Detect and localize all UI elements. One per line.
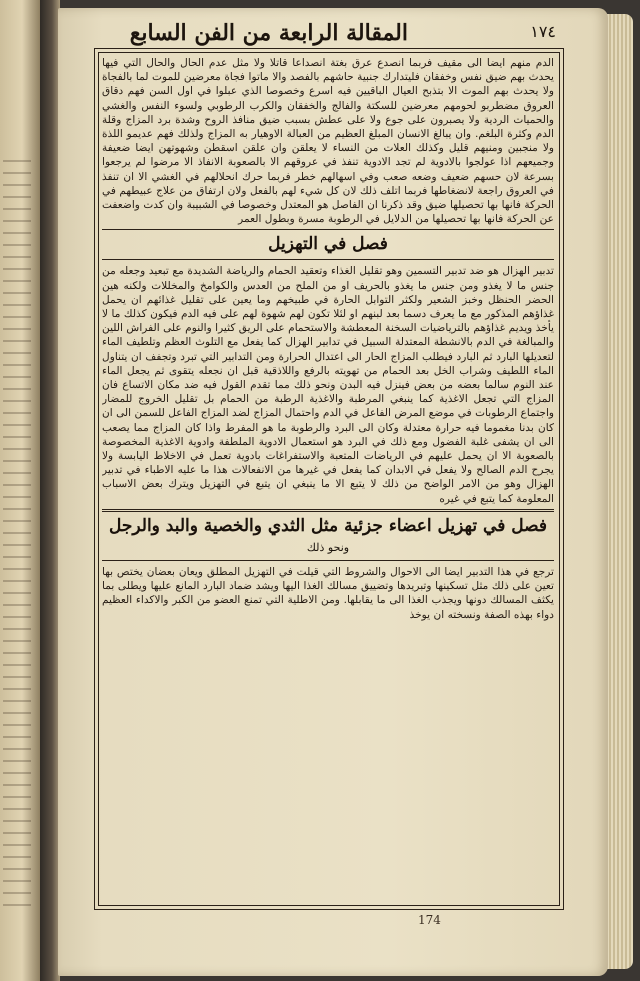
left-page-text-fragment	[3, 150, 31, 910]
manuscript-page	[58, 8, 608, 976]
section-divider	[102, 259, 554, 260]
page-number-latin: 174	[418, 913, 441, 927]
section-divider	[102, 560, 554, 561]
section-subheading: ونحو ذلك	[306, 540, 350, 554]
section-heading-partial-emaciation: فصل في تهزيل اعضاء جزئية مثل الثدي والخصية والبد والرجل	[109, 515, 547, 536]
left-page-edge	[0, 0, 40, 981]
paragraph-opening: الدم منهم ايضا الى مقيف فربما انصدع عرق بغتة انصداعا قاتلا ولا مثل عدم الحال والحال التي فيها يحدث بهم ضيق نفس وخفقان فليتدارك جنبية حاشهم بالفصد والا ماتوا فجاة معرضين للموت لما بالفجاة ولا يحدث بهم الموت الا بتذبح العيال الباقيين فيه اسرع وخصوصا الذي عبلوا في اول السن فهم دقاق العروق مضطربو لحومهم معرضين للسكتة والفالج والخفقان والكرب الرطوبي ولسوء النفس والغشي والحميات الردية ولا يصبرون على جوع ولا على عطش بسبب ضيق منافذ الروح وشدة برد المزاج وقلة الدم وكثرة البلغم. وان يبالغ الانسان المبلغ العظيم من العبالة الاوهيار به المزاج ولذلك فهم عديمو اللذة ولا منجبين ومنيهم قليل وكذلك العلات من النساء لا يعلقن وان علقن اسقطن وشهوتهن ايضا ضعيفة وجميعهم اذا عولجوا بالادوية لم تجد الادوية تنفذ في عروقهم الا بالصعوبة الانفاذ الا مرضوا لم يرجعوا بسرعة لان حسهم ضعيف وضعه صعب وفي اسهالهم خطر فربما حرك انحلالهم في الغشي الا ان تنفذ في العروق راجعة لانضغاطها فربما اتلف ذلك لان كل شيء لهم بالفعل ولان ارتفاق من علاج عبيطهم في الحركة فانها بها تحصيلها ضيق وقد ذكرنا ان الفاصل هو المعتدل وخصوصا في الشبيبة وان كدت واضعفت عن الحركة فانها بها تحصيلها من الدلايل في الرطوبة مسرة وبطول العمر	[102, 57, 554, 226]
page-fore-edge	[605, 14, 633, 969]
section-divider-double	[102, 509, 554, 512]
page-header	[98, 16, 558, 48]
page-number-arabic: ١٧٤	[530, 22, 556, 41]
text-block	[102, 56, 554, 902]
running-head: المقالة الرابعة من الفن السابع	[129, 20, 408, 46]
paragraph-emaciation: تدبير الهزال هو ضد تدبير التسمين وهو تقليل الغذاء وتعقيد الحمام والرياضة الشديدة مع تبعيد وجعله من جنس ما لا يغذو ومن جنس ما يغذو بالحريف او من الملح من العدس والكوامخ والمخللات ولكنه هين الحضر الحنظل وخبز الشعير ولكثر التوابل الحارة في طبيخهم وما يعين على تقليل غذائهم ان يحمل غذاؤهم المذكور مع ما يعرف دسما بعد لبنهم او لئلا تكون لهم شهوة لهم على فيه الدم فيكون كذلك ما لا يأخذ ويديم غذاؤهم بالترياضيات السخنة المعطشة والاستحمام على الريق كثيرا والنوم على الفراش اللين والمبالغة في الدم بالانشطة المعتدلة السبيل في تدابير الهزال كما يفعل مع التلوث العظم وتلطيف الماء لتعديلها البارد ثم البارد فيطلب المزاج الحار الى اعتدال الحرارة ومن التدابير التي تبرد وتجفف ان يتناول الماء اللطيف وشراب الخل بعد الحمام من تهويته بالرفع واللاذقية قبل ان نجعله يتقوى ثم يجعل الماء عند النوم سالما بعضه من بعض فينزل فيه البدن ونحو ذلك مما تقدم القول فيه ضد مكان الاتساع فان المزاج التي تجعل الاغذية كما ينبغي المرطبة والاغذية الرطبة من الحمام بل تقليل الخروج للمضار واجتماع الرطوبات في موضع المرض الفاعل في الدم واحتمال المزاج لضد المزاج الفاعل للسمن الى ان كان بدنا مغموما فيه حرارة معتدلة وكان الى البرد والرطوبة ما هو المفرط واذا كان المزاج مما يصعب الى ان يشفى غلبة الفضول ومع ذلك في البرد هو استعمال الادوية الملطفة وادوية الاغذية المخصوصة بالصعوبة الا ان يحمل عليهم في الرياضات المتعبة والاستفراغات بادوية تعمل في الاخلاط اليابسة ولا يجرح الدم الصالح ولا يفعل في الابدان كما يفعل في غيرها من الانفعالات هذا ما عليه الاطباء في تدبير الهزال وهو من الامر الواضح من ذلك لا يتبع الا ما ينبغي ان يتبع في التهزيل ويترك بعض الاسباب المعلومة كما يتبع في غيره	[102, 265, 554, 505]
section-heading-emaciation: فصل في التهزيل	[268, 234, 388, 255]
book-gutter	[40, 0, 60, 981]
paragraph-partial-emaciation: ترجع في هذا التدبير ايضا الى الاحوال والشروط التي قيلت في التهزيل المطلق ويعان بعضان يختص بها تعين على ذلك مثل تسكينها وتبريدها وتضييق مسالك الغذا اليها ويشد ضماد البارد المانع عليها ويطلى بما يكثف المسالك دونها ويجذب الغذا الى ما يقابلها. ومن الاطلية التي تمنع العضو من الكبر والاكداء العظيم دواء بهذه الصفة ونسخته ان يوخذ	[102, 565, 554, 621]
section-divider	[102, 229, 554, 230]
